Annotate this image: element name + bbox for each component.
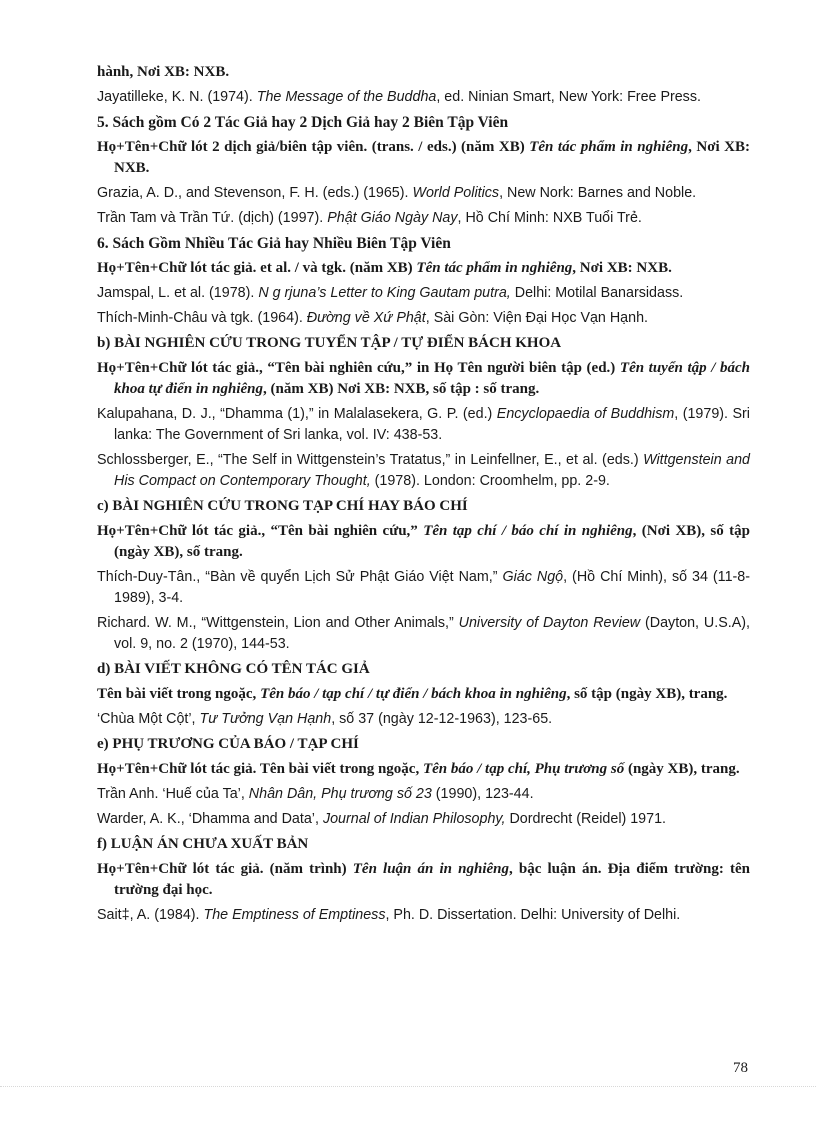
format-line-e: Họ+Tên+Chữ lót tác giả. Tên bài viết trong ngoặc, Tên báo / tạp chí, Phụ trương số (ngày XB), trang. xyxy=(97,761,740,777)
section-heading-e: e) PHỤ TRƯƠNG CỦA BÁO / TẠP CHÍ xyxy=(97,736,359,752)
reference-chua-mot-cot: ‘Chùa Một Cột’, Tư Tưởng Vạn Hạnh, số 37 (ngày 12-12-1963), 123-65. xyxy=(97,711,553,727)
reference-jamspal: Jamspal, L. et al. (1978). N g rjuna’s Letter to King Gautam putra, Delhi: Motilal Banarsidass. xyxy=(97,285,684,301)
format-line-b: Họ+Tên+Chữ lót tác giả., “Tên bài nghiên cứu,” in Họ Tên người biên tập (ed.) Tên tuyển tập / bách khoa tự điển in nghiêng, (năm XB) Nơi XB: NXB, số tập : số trang. xyxy=(97,360,750,397)
reference-tran-tam: Trần Tam và Trần Tứ. (dịch) (1997). Phật Giáo Ngày Nay, Hồ Chí Minh: NXB Tuổi Trẻ. xyxy=(97,210,642,226)
reference-schlossberger: Schlossberger, E., “The Self in Wittgenstein’s Tratatus,” in Leinfellner, E., et al. (eds.) Wittgenstein and His Compact on Contemporary Thought, (1978). London: Croomhelm, pp. 2-9. xyxy=(97,452,751,489)
reference-tran-anh: Trần Anh. ‘Huế của Ta’, Nhân Dân, Phụ trương số 23 (1990), 123-44. xyxy=(97,786,534,802)
reference-richard: Richard. W. M., “Wittgenstein, Lion and Other Animals,” University of Dayton Review (Dayton, U.S.A), vol. 9, no. 2 (1970), 144-53. xyxy=(97,615,750,652)
format-line-5: Họ+Tên+Chữ lót 2 dịch giả/biên tập viên. (trans. / eds.) (năm XB) Tên tác phẩm in nghiêng, Nơi XB: NXB. xyxy=(97,139,751,176)
format-line-continuation: hành, Nơi XB: NXB. xyxy=(97,64,230,80)
reference-grazia: Grazia, A. D., and Stevenson, F. H. (eds.) (1965). World Politics, New Nork: Barnes and Noble. xyxy=(97,185,697,201)
reference-warder: Warder, A. K., ‘Dhamma and Data’, Journal of Indian Philosophy, Dordrecht (Reidel) 1971. xyxy=(97,811,667,827)
format-line-f: Họ+Tên+Chữ lót tác giả. (năm trình) Tên luận án in nghiêng, bậc luận án. Địa điểm trường: tên trường đại học. xyxy=(97,861,751,898)
format-line-6: Họ+Tên+Chữ lót tác giả. et al. / và tgk. (năm XB) Tên tác phẩm in nghiêng, Nơi XB: NXB. xyxy=(97,260,672,276)
section-heading-d: d) BÀI VIẾT KHÔNG CÓ TÊN TÁC GIẢ xyxy=(97,661,370,677)
reference-saito: Sait‡, A. (1984). The Emptiness of Emptiness, Ph. D. Dissertation. Delhi: University of Delhi. xyxy=(97,907,681,923)
bibliography-page xyxy=(97,62,750,930)
format-line-d: Tên bài viết trong ngoặc, Tên báo / tạp chí / tự điển / bách khoa in nghiêng, số tập (ngày XB), trang. xyxy=(97,686,728,702)
reference-thich-minh-chau: Thích-Minh-Châu và tgk. (1964). Đường về Xứ Phật, Sài Gòn: Viện Đại Học Vạn Hạnh. xyxy=(97,310,649,326)
section-heading-5: 5. Sách gồm Có 2 Tác Giả hay 2 Dịch Giả hay 2 Biên Tập Viên xyxy=(97,114,509,131)
section-heading-c: c) BÀI NGHIÊN CỨU TRONG TẠP CHÍ HAY BÁO CHÍ xyxy=(97,498,468,514)
section-heading-f: f) LUẬN ÁN CHƯA XUẤT BẢN xyxy=(97,836,309,852)
section-heading-6: 6. Sách Gồm Nhiều Tác Giả hay Nhiều Biên Tập Viên xyxy=(97,235,451,252)
bottom-divider xyxy=(0,1086,816,1087)
reference-thich-duy-tan: Thích-Duy-Tân., “Bàn về quyển Lịch Sử Phật Giáo Việt Nam,” Giác Ngộ, (Hồ Chí Minh), số 34 (11-8-1989), 3-4. xyxy=(97,569,750,606)
reference-jayatilleke: Jayatilleke, K. N. (1974). The Message of the Buddha, ed. Ninian Smart, New York: Free Press. xyxy=(97,89,701,105)
section-heading-b: b) BÀI NGHIÊN CỨU TRONG TUYỂN TẬP / TỰ ĐIỂN BÁCH KHOA xyxy=(97,335,562,351)
format-line-c: Họ+Tên+Chữ lót tác giả., “Tên bài nghiên cứu,” Tên tạp chí / báo chí in nghiêng, (Nơi XB), số tập (ngày XB), số trang. xyxy=(97,523,750,560)
reference-kalupahana: Kalupahana, D. J., “Dhamma (1),” in Malalasekera, G. P. (ed.) Encyclopaedia of Buddhism, (1979). Sri lanka: The Government of Sri lanka, vol. IV: 438-53. xyxy=(97,406,750,443)
page-number: 78 xyxy=(733,1060,748,1076)
